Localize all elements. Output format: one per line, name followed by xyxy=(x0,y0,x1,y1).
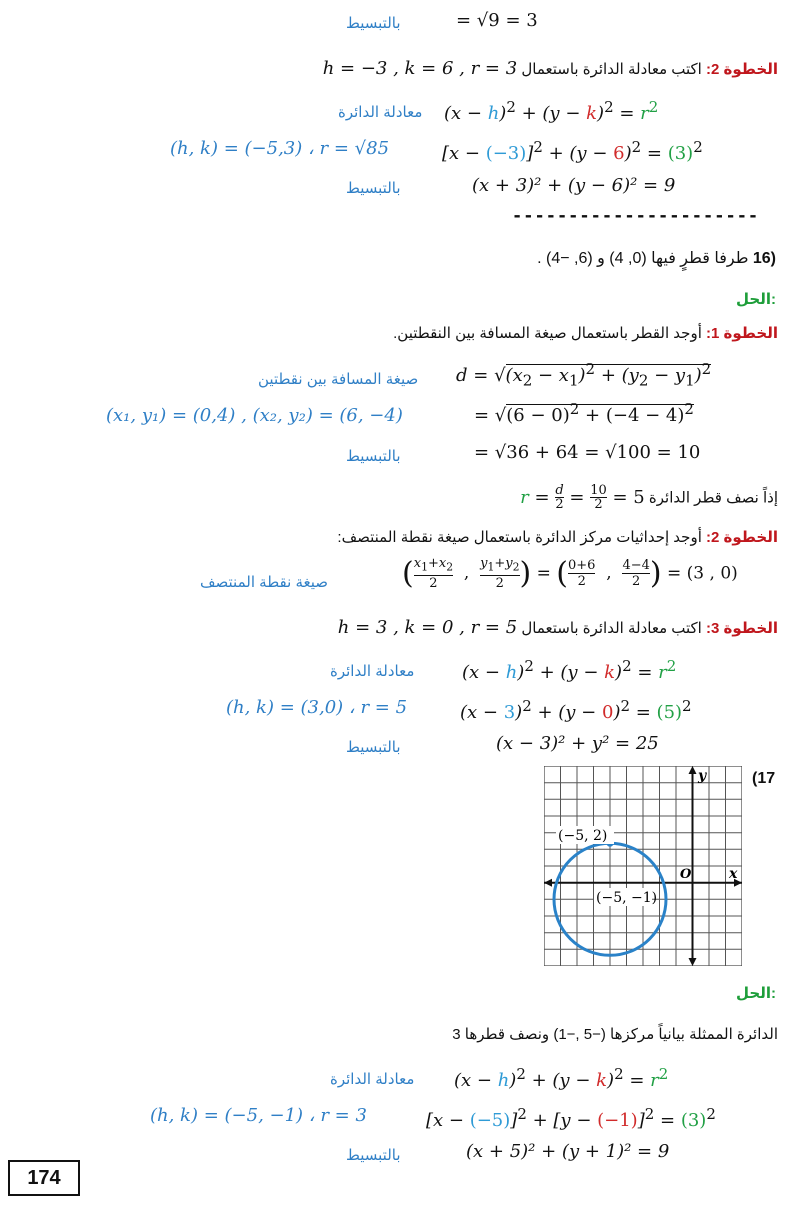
p16-step-2-label: الخطوة 2: xyxy=(706,529,778,546)
p16-circle-general-equation: $(x - h)^2 + (y - k)^2 = r^2$ xyxy=(462,657,677,683)
p16-step-1-line xyxy=(393,324,778,342)
distance-substituted: = $√(6 - 0)^2 + (-4 - 4)^2$ xyxy=(474,400,694,426)
step-2-line xyxy=(323,58,778,79)
step-2-math: h = −3 , k = 6 , r = 3 xyxy=(322,58,518,79)
x-axis-label: x xyxy=(729,866,738,882)
p16-step-3-text: اكتب معادلة الدائرة باستعمال xyxy=(521,620,702,637)
p16-simplify-label-2: بالتبسيط xyxy=(346,739,401,756)
p16-circle-equation-label: معادلة الدائرة xyxy=(330,663,415,680)
p16-substituted-equation: $(x - 3)^2 + (y - 0)^2 = (5)^2$ xyxy=(460,697,692,723)
radius-value: = 5 xyxy=(612,486,645,508)
radius-text: إذاً نصف قطر الدائرة xyxy=(648,489,778,507)
p16-simplify-label: بالتبسيط xyxy=(346,448,401,465)
p17-substituted-equation: $[x - (-5)]^2 + [y - (-1)]^2 = (3)^2$ xyxy=(426,1105,716,1131)
problem-17-solution-label: الحل: xyxy=(736,985,776,1002)
p16-result-equation: (x − 3)² + y² = 25 xyxy=(496,733,659,754)
problem-17-number: (17 xyxy=(752,770,776,787)
radius-line xyxy=(520,484,778,511)
page-number: 174 xyxy=(8,1160,80,1196)
p16-step-2-line xyxy=(337,528,778,546)
problem-16-text: طرفا قطرٍ فيها (0, 4) و (6, −4) . xyxy=(537,250,749,267)
p16-step-1-label: الخطوة 1: xyxy=(706,325,778,342)
points-label: (x₁, y₁) = (0,4) , (x₂, y₂) = (6, −4) xyxy=(106,405,403,426)
origin-label: O xyxy=(680,867,692,882)
distance-formula-label: صيغة المسافة بين نقطتين xyxy=(258,371,419,388)
step-2-label: الخطوة 2: xyxy=(706,61,778,78)
radius-formula: r = $\frac{d}{2}$ = $\frac{10}{2}$ = 5 xyxy=(520,483,645,512)
circle-general-equation: $(x - h)^2 + (y - k)^2 = r^2$ xyxy=(444,98,659,124)
circle-equation-label: معادلة الدائرة xyxy=(338,104,423,121)
midpoint-formula: ( $\frac{x_1+x_2}{2}$ , $\frac{y_1+y_2}{2}$ ) = ( $\frac{0+6}{2}$ , $\frac{4-4}{2}$ ) = (3 , 0) xyxy=(402,556,738,591)
step-2-text: اكتب معادلة الدائرة باستعمال xyxy=(521,61,702,78)
problem-17-description: الدائرة الممثلة بيانياً مركزها (−5 ,−1) ونصف قطرها 3 xyxy=(452,1026,778,1043)
p17-result-equation: (x + 5)² + (y + 1)² = 9 xyxy=(466,1141,670,1162)
problem-16-statement xyxy=(537,248,776,268)
circle-graph xyxy=(544,766,742,966)
simplify-expression: = √9 = 3 xyxy=(456,10,538,31)
p16-step-2-text: أوجد إحداثيات مركز الدائرة باستعمال صيغة نقطة المنتصف: xyxy=(337,529,702,546)
substituted-equation: $[x - (-3)]^2 + (y - 6)^2 = (3)^2$ xyxy=(442,138,703,164)
p17-circle-general-equation: $(x - h)^2 + (y - k)^2 = r^2$ xyxy=(454,1065,669,1091)
midpoint-result: = (3 , 0) xyxy=(667,563,738,584)
distance-result: = √36 + 64 = √100 = 10 xyxy=(474,442,701,463)
center-point-label: (−5, −1) xyxy=(596,890,658,906)
problem-16-number: 16) xyxy=(752,250,776,267)
simplify-label: بالتبسيط xyxy=(346,15,401,32)
separator: ---------------------- xyxy=(512,206,760,226)
problem-16-solution-label: الحل: xyxy=(736,291,776,308)
distance-formula: $d = √(x_2 - x_1)^2 + (y_2 - y_1)^2$ xyxy=(456,360,712,390)
substitution-label: (h, k) = (−5,3) ، r = √85 xyxy=(170,138,390,159)
p16-step-3-math: h = 3 , k = 0 , r = 5 xyxy=(337,617,518,638)
y-axis-label: y xyxy=(698,768,707,784)
p16-substitution-label: (h, k) = (3,0) ، r = 5 xyxy=(226,697,408,718)
top-point-label: (−5, 2) xyxy=(558,828,608,844)
top-result-equation: (x + 3)² + (y − 6)² = 9 xyxy=(472,175,676,196)
simplify-label-2: بالتبسيط xyxy=(346,180,401,197)
p16-step-1-text: أوجد القطر باستعمال صيغة المسافة بين النقطتين. xyxy=(393,325,702,342)
p17-substitution-label: (h, k) = (−5, −1) ، r = 3 xyxy=(150,1105,367,1126)
p17-simplify-label: بالتبسيط xyxy=(346,1147,401,1164)
p16-step-3-line xyxy=(338,617,778,638)
p17-circle-equation-label: معادلة الدائرة xyxy=(330,1071,415,1088)
midpoint-formula-label: صيغة نقطة المنتصف xyxy=(200,574,328,591)
p16-step-3-label: الخطوة 3: xyxy=(706,620,778,637)
